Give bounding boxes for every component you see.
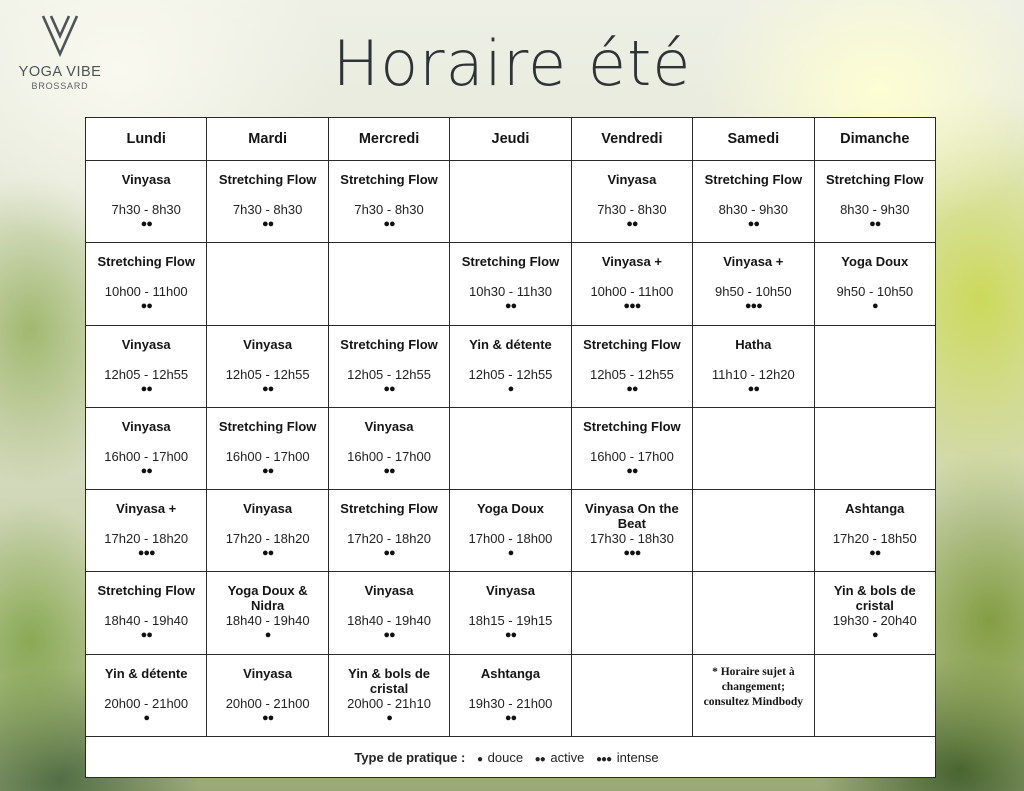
intensity-dots: ●● [383,382,395,395]
empty-cell [693,572,814,654]
day-header: Samedi [693,118,814,161]
class-cell [450,572,571,654]
schedule-row [86,407,936,489]
intensity-dots: ●● [140,629,152,642]
class-cell [571,490,692,572]
empty-cell [571,654,692,736]
class-name: Vinyasa On the Beat [585,501,679,532]
class-name: Stretching Flow [340,501,438,517]
class-name: Yoga Doux [477,501,544,517]
legend-dots-intense: ●●● [595,753,612,765]
class-time: 17h20 - 18h20 [347,531,431,547]
day-header: Mercredi [328,118,449,161]
class-name: Yin & détente [469,336,552,352]
brand-name: YOGA VIBE [18,64,102,80]
intensity-dots: ●● [869,547,881,560]
class-name: Yin & bols de cristal [833,583,916,614]
class-cell [207,654,328,736]
class-name: Yin & bols de cristal [348,665,430,696]
class-time: 9h50 - 10h50 [715,284,792,300]
class-cell [328,490,449,572]
legend-text-intense: intense [616,749,659,765]
class-name: Vinyasa + [116,501,177,517]
class-cell [207,490,328,572]
class-time: 20h00 - 21h00 [225,695,310,711]
intensity-dots: ●● [869,218,881,230]
class-name: Stretching Flow [583,418,681,434]
legend-text-gentle: douce [487,749,524,765]
intensity-dots: ●● [140,218,152,230]
legend-label: Type de pratique : [354,749,466,765]
intensity-dots: ●● [626,464,638,477]
schedule-row [86,654,936,736]
brand-location: BROSSARD [31,81,89,91]
class-time: 7h30 - 8h30 [354,202,424,217]
class-time: 16h00 - 17h00 [225,448,310,464]
class-time: 20h00 - 21h00 [104,695,189,711]
class-cell [450,654,571,736]
schedule-table [85,117,936,778]
class-time: 18h40 - 19h40 [347,613,431,629]
intensity-dots: ●● [383,629,395,642]
intensity-dots: ●● [383,547,395,560]
empty-cell [571,572,692,654]
class-name: Vinyasa [121,418,171,434]
class-cell [450,243,571,325]
intensity-dots: ●● [261,711,274,724]
class-name: Vinyasa [486,583,535,599]
legend-dots-gentle: ● [476,753,482,765]
class-time: 12h05 - 12h55 [104,366,189,382]
class-cell [328,654,449,736]
legend-text-active: active [550,749,585,765]
class-name: Stretching Flow [218,172,317,187]
class-cell [86,654,207,736]
intensity-dots: ●●● [137,547,155,560]
class-cell [693,243,814,325]
empty-cell [450,407,571,489]
day-header: Jeudi [450,118,571,161]
class-time: 17h30 - 18h30 [589,531,674,547]
intensity-dots: ● [871,629,878,642]
intensity-dots: ● [386,711,392,724]
intensity-dots: ●● [140,382,152,395]
intensity-dots: ●● [383,218,395,230]
class-name: Stretching Flow [97,583,195,599]
class-cell [693,325,814,407]
class-time: 19h30 - 21h00 [468,695,553,711]
class-name: Stretching Flow [704,172,803,187]
class-cell [328,572,449,654]
intensity-dots: ●● [261,382,274,395]
day-header-row [86,118,936,161]
empty-cell [814,325,935,407]
page-title: Horaire été [332,27,692,100]
intensity-dots: ●● [140,464,152,477]
class-name: Stretching Flow [583,336,681,352]
class-time: 20h00 - 21h10 [347,695,431,711]
class-name: Vinyasa [121,336,171,352]
class-cell [86,243,207,325]
class-time: 11h10 - 12h20 [711,366,795,382]
class-cell [450,325,571,407]
class-time: 10h30 - 11h30 [469,284,552,300]
empty-cell [207,243,328,325]
intensity-dots: ●● [261,464,274,477]
empty-cell [450,161,571,243]
class-name: Stretching Flow [340,172,438,187]
class-time: 7h30 - 8h30 [111,202,181,217]
empty-cell [814,654,935,736]
class-cell [86,572,207,654]
class-time: 12h05 - 12h55 [589,366,674,382]
class-name: Stretching Flow [461,254,560,270]
class-cell [571,407,692,489]
intensity-dots: ●● [747,218,759,230]
class-name: Stretching Flow [97,254,195,270]
class-cell [86,490,207,572]
class-name: Yoga Doux & Nidra [227,583,308,614]
schedule-note-cell [693,654,814,736]
empty-cell [693,407,814,489]
schedule-row [86,325,936,407]
class-name: Stretching Flow [826,172,924,187]
class-time: 10h00 - 11h00 [104,284,188,300]
class-time: 12h05 - 12h55 [225,366,310,382]
class-time: 12h05 - 12h55 [347,366,431,382]
intensity-dots: ● [507,382,514,395]
class-name: Yin & détente [104,665,188,681]
class-time: 17h20 - 18h20 [104,531,189,547]
class-cell [693,161,814,243]
practice-legend [86,737,936,778]
class-cell [328,161,449,243]
class-time: 7h30 - 8h30 [597,202,667,217]
class-name: Vinyasa [364,583,414,599]
class-cell [207,407,328,489]
intensity-dots: ● [264,629,271,642]
class-cell [207,572,328,654]
intensity-dots: ●● [504,300,517,313]
class-time: 7h30 - 8h30 [232,202,303,217]
empty-cell [693,490,814,572]
class-time: 12h05 - 12h55 [468,366,553,382]
legend-dots-active: ●● [534,753,545,765]
schedule-row [86,572,936,654]
intensity-dots: ●● [261,547,274,560]
day-header: Vendredi [571,118,692,161]
class-name: Vinyasa + [723,254,784,270]
class-time: 16h00 - 17h00 [589,448,674,464]
intensity-dots: ● [871,300,878,313]
class-cell [328,407,449,489]
class-name: Vinyasa [243,665,293,681]
class-cell [207,161,328,243]
schedule-note: * Horaire sujet à changement; consultez Mindbody [703,665,803,708]
class-time: 8h30 - 9h30 [718,202,789,217]
class-time: 17h20 - 18h50 [832,531,917,547]
intensity-dots: ●● [626,382,638,395]
class-cell [571,325,692,407]
intensity-dots: ●●● [623,300,641,313]
class-time: 18h15 - 19h15 [468,613,553,629]
class-cell [814,161,935,243]
intensity-dots: ●● [504,711,517,724]
class-time: 16h00 - 17h00 [104,448,189,464]
schedule-row [86,243,936,325]
class-name: Vinyasa [121,172,171,187]
class-name: Vinyasa [364,418,414,434]
intensity-dots: ● [143,711,150,724]
day-header: Dimanche [814,118,935,161]
class-time: 17h20 - 18h20 [225,531,310,547]
intensity-dots: ●●● [744,300,762,313]
class-cell [571,161,692,243]
intensity-dots: ●● [747,382,759,395]
schedule-row [86,490,936,572]
class-cell [450,490,571,572]
class-cell [328,325,449,407]
class-cell [207,325,328,407]
intensity-dots: ●● [140,300,152,313]
intensity-dots: ●● [383,464,395,477]
class-cell [86,161,207,243]
empty-cell [814,407,935,489]
schedule-body [86,161,936,737]
class-name: Yoga Doux [841,254,909,270]
day-header: Mardi [207,118,328,161]
class-cell [814,572,935,654]
legend-row [86,737,936,778]
class-name: Vinyasa + [601,254,662,270]
class-cell [814,243,935,325]
class-time: 18h40 - 19h40 [225,613,310,629]
schedule-row [86,161,936,243]
class-name: Vinyasa [243,501,293,517]
intensity-dots: ●● [504,629,517,642]
class-name: Vinyasa [243,336,293,352]
class-cell [86,407,207,489]
empty-cell [328,243,449,325]
class-time: 18h40 - 19h40 [104,613,189,629]
intensity-dots: ●● [626,218,638,230]
class-time: 10h00 - 11h00 [590,284,674,300]
class-name: Vinyasa [607,172,657,187]
class-cell [814,490,935,572]
class-time: 8h30 - 9h30 [840,202,910,217]
class-time: 19h30 - 20h40 [832,613,917,629]
class-cell [571,243,692,325]
class-name: Stretching Flow [340,336,438,352]
day-header: Lundi [86,118,207,161]
class-name: Hatha [735,336,772,352]
class-name: Ashtanga [845,501,905,517]
class-name: Stretching Flow [218,418,317,434]
class-name: Ashtanga [480,665,541,681]
class-time: 17h00 - 18h00 [468,531,553,547]
intensity-dots: ●● [261,218,274,230]
intensity-dots: ●●● [623,547,641,560]
class-time: 9h50 - 10h50 [836,284,914,300]
class-time: 16h00 - 17h00 [347,448,431,464]
intensity-dots: ● [507,547,514,560]
class-cell [86,325,207,407]
